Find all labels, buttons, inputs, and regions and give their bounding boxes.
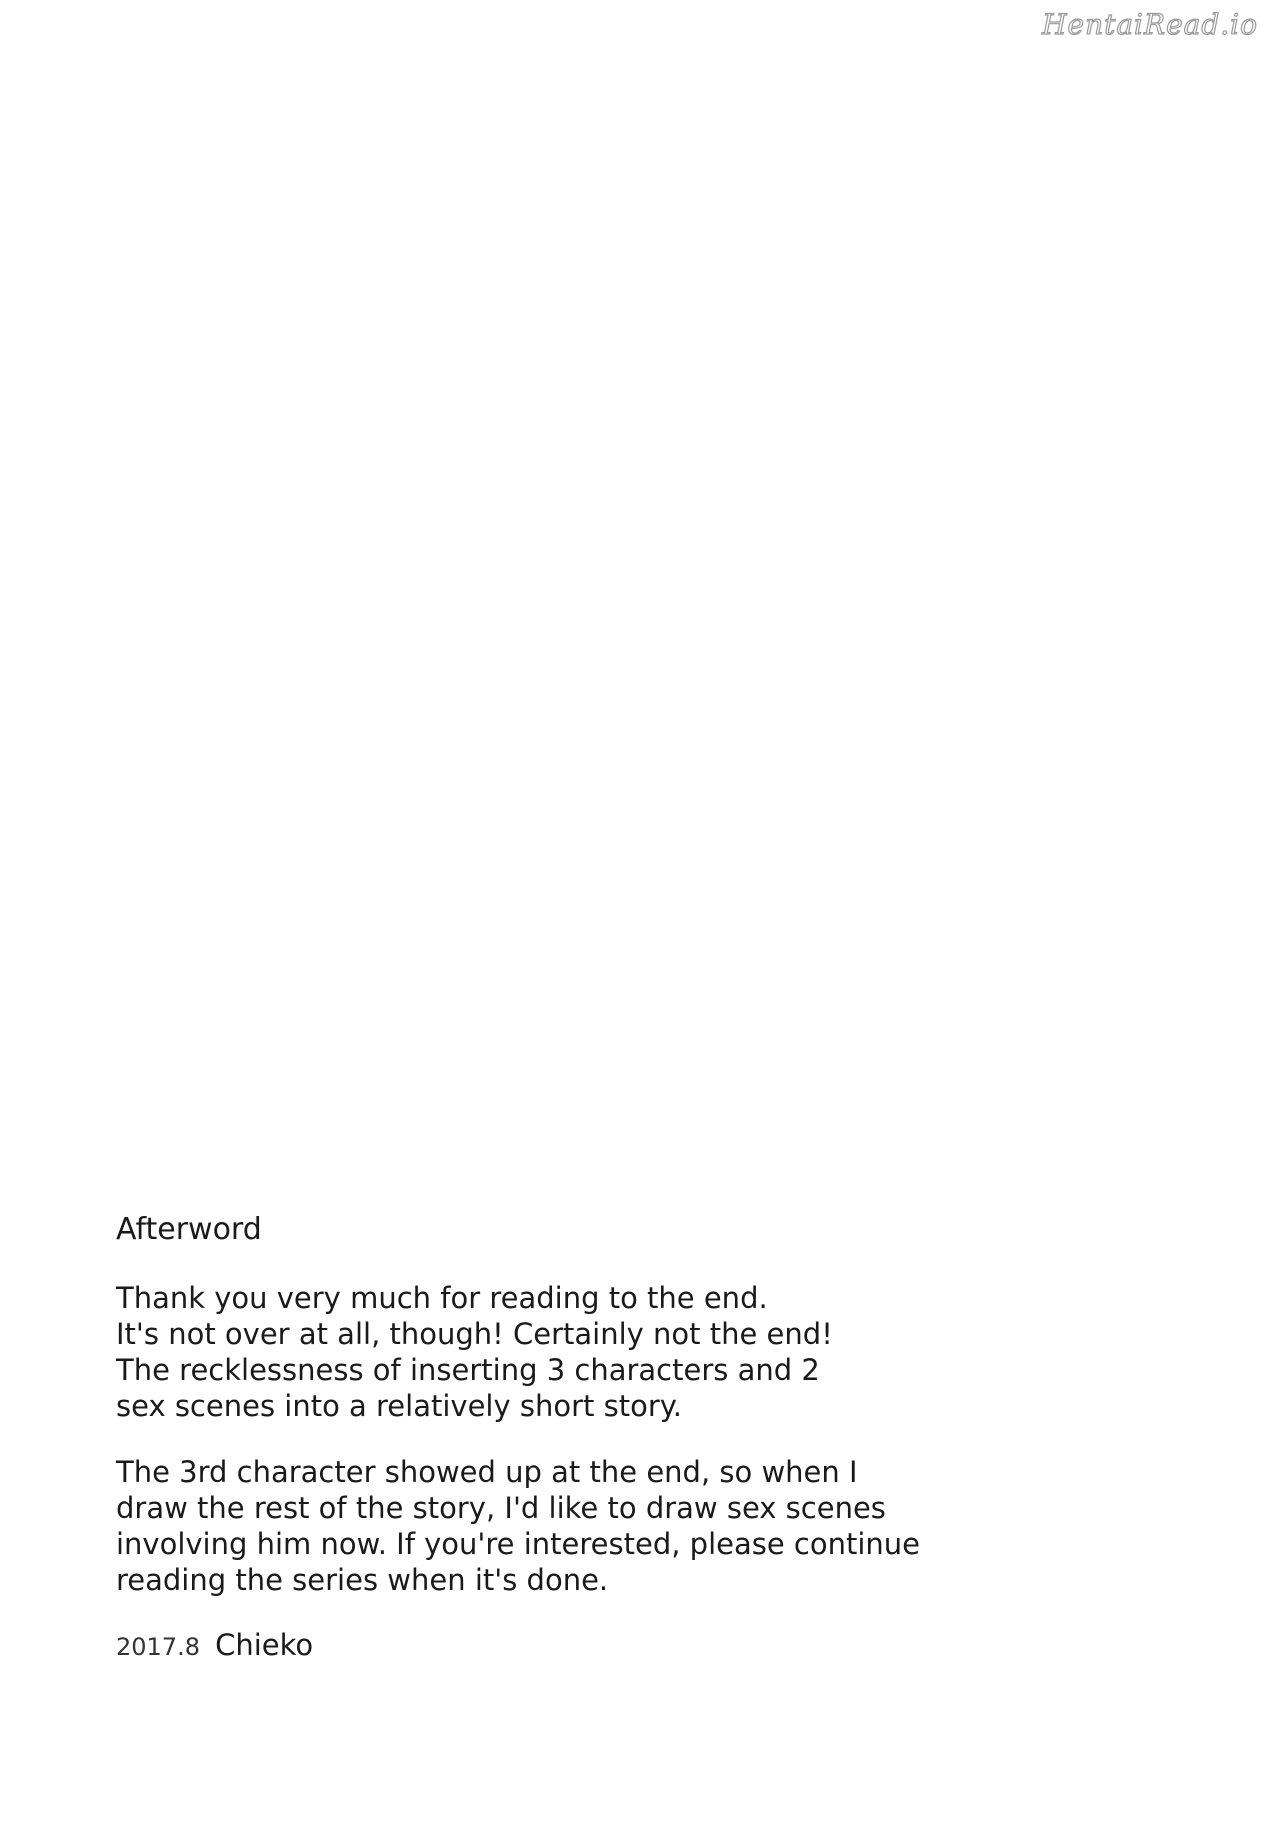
text-line: sex scenes into a relatively short story. bbox=[116, 1389, 682, 1423]
afterword-heading: Afterword bbox=[116, 1212, 262, 1247]
afterword-paragraph bbox=[116, 1454, 1016, 1598]
text-line: reading the series when it's done. bbox=[116, 1563, 609, 1597]
afterword-section bbox=[116, 1210, 1016, 1662]
text-line: The 3rd character showed up at the end, so when I bbox=[116, 1455, 858, 1489]
watermark-logo: HentaiRead.io bbox=[1042, 8, 1258, 41]
text-line: It's not over at all, though! Certainly not the end! bbox=[116, 1317, 833, 1351]
text-line: involving him now. If you're interested, please continue bbox=[116, 1527, 921, 1561]
text-line: Thank you very much for reading to the end. bbox=[116, 1281, 768, 1315]
signoff-author: Chieko bbox=[215, 1628, 314, 1662]
signoff-date: 2017.8 bbox=[116, 1633, 200, 1661]
signoff bbox=[116, 1628, 1016, 1662]
afterword-paragraph bbox=[116, 1280, 1016, 1424]
text-line: The recklessness of inserting 3 characters and 2 bbox=[116, 1353, 820, 1387]
text-line: draw the rest of the story, I'd like to draw sex scenes bbox=[116, 1491, 886, 1525]
